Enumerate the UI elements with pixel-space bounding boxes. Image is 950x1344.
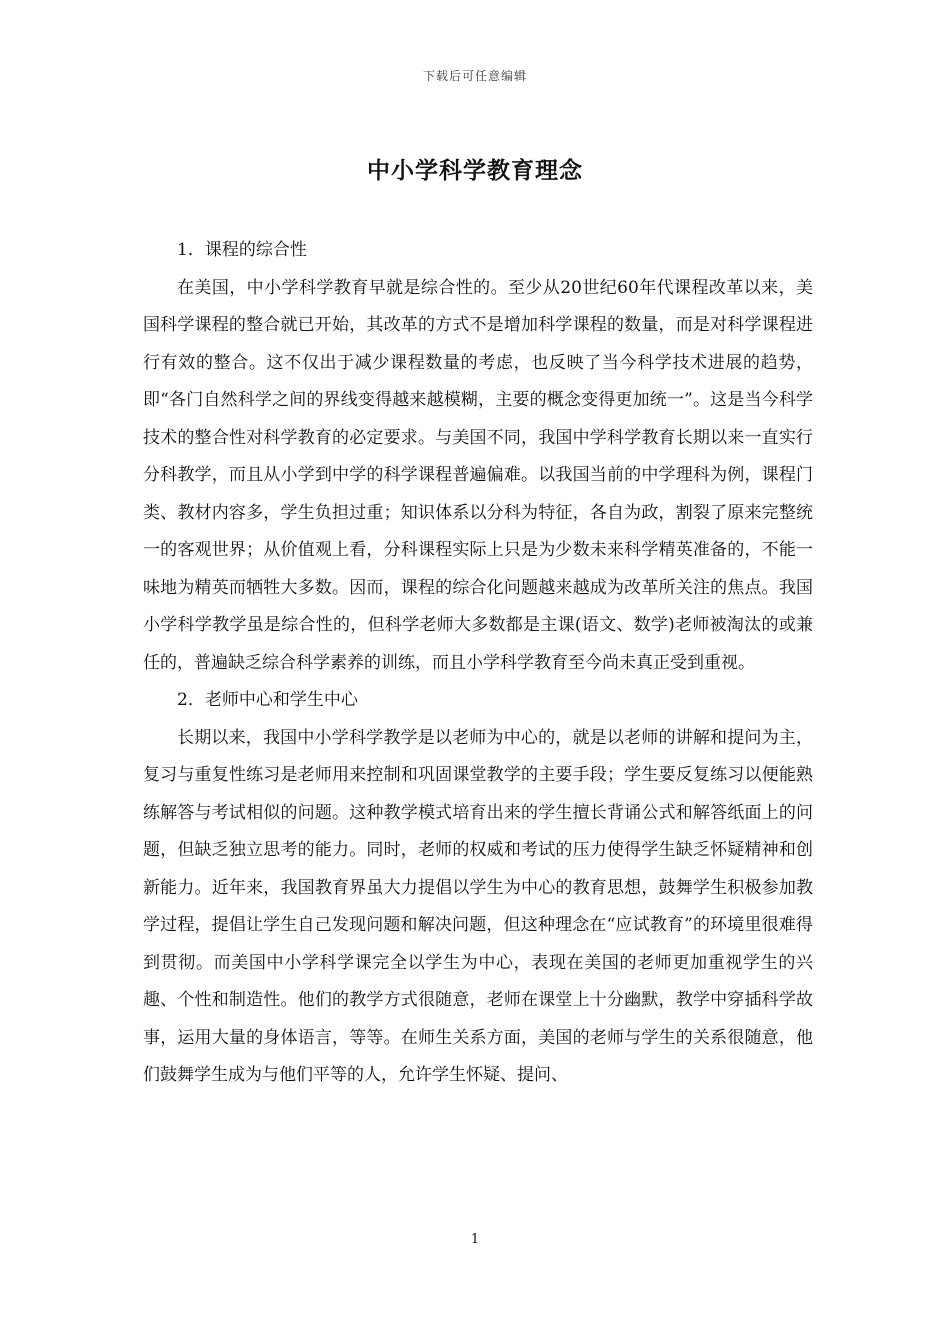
document-body bbox=[143, 232, 813, 1095]
section-paragraph: 长期以来，我国中小学科学教学是以老师为中心的，就是以老师的讲解和提问为主，复习与重复性练习是老师用来控制和巩固课堂教学的主要手段；学生要反复练习以便能熟练解答与考试相似的问题。这种教学模式培育出来的学生擅长背诵公式和解答纸面上的问题，但缺乏独立思考的能力。同时，老师的权威和考试的压力使得学生缺乏怀疑精神和创新能力。近年来，我国教育界虽大力提倡以学生为中心的教育思想，鼓舞学生积极参加教学过程，提倡让学生自己发现问题和解决问题，但这种理念在“应试教育”的环境里很难得到贯彻。而美国中小学科学课完全以学生为中心，表现在美国的老师更加重视学生的兴趣、个性和制造性。他们的教学方式很随意，老师在课堂上十分幽默，教学中穿插科学故事，运用大量的身体语言，等等。在师生关系方面，美国的老师与学生的关系很随意，他们鼓舞学生成为与他们平等的人，允许学生怀疑、提问、 bbox=[143, 727, 813, 1085]
document-title: 中小学科学教育理念 bbox=[367, 157, 583, 184]
section-heading: 1．课程的综合性 bbox=[177, 240, 307, 260]
section-paragraph: 在美国，中小学科学教育早就是综合性的。至少从20世纪60年代课程改革以来，美国科学课程的整合就已开始，其改革的方式不是增加科学课程的数量，而是对科学课程进行有效的整合。这不仅出于减少课程数量的考虑，也反映了当今科学技术进展的趋势，即“各门自然科学之间的界线变得越来越模糊，主要的概念变得更加统一”。这是当今科学技术的整合性对科学教育的必定要求。与美国不同，我国中学科学教育长期以来一直实行分科教学，而且从小学到中学的科学课程普遍偏难。以我国当前的中学理科为例，课程门类、教材内容多，学生负担过重；知识体系以分科为特征，各自为政，割裂了原来完整统一的客观世界；从价值观上看，分科课程实际上只是为少数未来科学精英准备的，不能一味地为精英而牺牲大多数。因而，课程的综合化问题越来越成为改革所关注的焦点。我国小学科学教学虽是综合性的，但科学老师大多数都是主课(语文、数学)老师被淘汰的或兼任的，普遍缺乏综合科学素养的训练，而且小学科学教育至今尚未真正受到重视。 bbox=[143, 277, 813, 673]
header-note: 下载后可任意编辑 bbox=[422, 69, 527, 83]
page-number: 1 bbox=[470, 1232, 480, 1247]
section-heading: 2．老师中心和学生中心 bbox=[177, 690, 358, 710]
